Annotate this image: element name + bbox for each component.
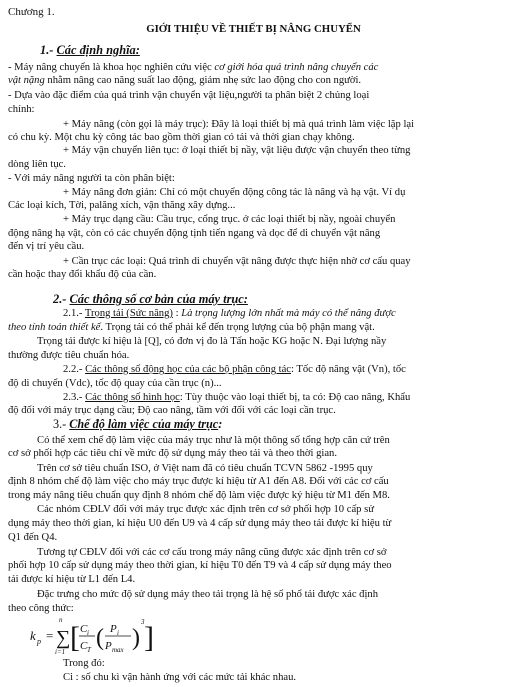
section-1-title: Các định nghĩa: xyxy=(56,43,140,57)
s2-line-2a: theo tính toán thiết kế xyxy=(8,322,101,333)
formula-p-num-sub: i xyxy=(117,629,119,637)
section-1-heading xyxy=(40,44,140,57)
section-3-colon: : xyxy=(218,417,223,431)
s3-line-2: cơ sở phối hợp các tiêu chí về mức độ sử dụng máy theo tải và theo thời gian. xyxy=(8,448,337,459)
s2-line-2b: . Trọng tải có thể phải kể đến trọng lượng của bộ phận mang vật. xyxy=(100,322,375,333)
section-1-number: 1.- xyxy=(40,43,57,57)
formula-sum-upper: n xyxy=(59,616,63,624)
formula-equals: = xyxy=(46,628,54,643)
formula-bracket-left: [ xyxy=(70,621,80,654)
s1-line-6: có chu kỳ. Một chu kỳ công tác bao gồm thời gian có tải và thời gian chạy không. xyxy=(8,132,355,143)
s1-line-7: + Máy vận chuyển liên tục: ở loại thiết bị nầy, vật liệu được vận chuyển theo từng xyxy=(63,145,411,156)
s3-line-12: Đặc trưng cho mức độ sử dụng máy theo tải trọng là hệ số phổ tải được xác định xyxy=(37,589,379,600)
s3-line-10: phối hợp 10 cấp sử dụng máy theo thời gian, kí hiệu T0 đến T9 và 4 cấp sử dụng máy theo xyxy=(8,560,392,571)
s1-line-1b: cơ giới hóa quá trình nâng chuyển các xyxy=(214,62,379,73)
s1-line-16: cần hoặc thay đổi khẩu độ của cần. xyxy=(8,269,157,280)
s3-line-7: dụng máy theo thời gian, kí hiệu U0 đến U9 và 4 cấp sử dụng máy theo tải được kí hiệu từ xyxy=(8,518,392,529)
s2-line-1 xyxy=(63,307,396,320)
section-2-heading xyxy=(53,293,248,306)
formula-bracket-right: ] xyxy=(144,621,154,654)
formula-exponent: 3 xyxy=(141,618,145,626)
formula-c-num: C xyxy=(80,623,88,635)
s3-line-9: Tương tự CĐLV đối với các cơ cấu trong máy nâng cũng được xác định trên cơ sở xyxy=(37,547,387,558)
s2-line-8: độ đối với máy trục dạng cầu; Độ cao nâng, tầm với đối với các loại cần trục. xyxy=(8,405,336,416)
s2-line-5b: Các thông số động học của các bộ phận công tác xyxy=(85,364,291,375)
section-3-number: 3.- xyxy=(53,417,70,431)
s2-line-3: Trọng tải được kí hiệu là [Q], có đơn vị đo là Tấn hoặc KG hoặc N. Đại lượng nầy xyxy=(37,336,387,347)
s1-line-2 xyxy=(8,74,361,87)
s3-line-5: trong máy nâng tiêu chuẩn quy định 8 nhóm chế độ làm việc được ký hiệu từ M1 đến M8. xyxy=(8,490,390,501)
formula-c-num-sub: i xyxy=(87,629,89,637)
formula-p-num: P xyxy=(110,623,117,635)
s1-line-1a: - Máy nâng chuyển là khoa học nghiên cứu việc xyxy=(8,62,215,73)
formula-p-den-sub: max xyxy=(112,646,124,654)
s3-line-11: tải được kí hiệu từ L1 đến L4. xyxy=(8,574,136,585)
s3-line-13: theo công thức: xyxy=(8,603,74,614)
s3-line-3: Trên cơ sở tiêu chuẩn ISO, ở Việt nam đã có tiêu chuẩn TCVN 5862 -1995 quy xyxy=(37,463,373,474)
s3-line-8: Q1 đến Q4. xyxy=(8,532,58,543)
formula-c-den: C xyxy=(80,640,88,652)
s2-line-1c: : xyxy=(172,308,182,319)
formula-lhs-sub: p xyxy=(37,637,41,646)
s1-line-9: - Với máy nâng người ta còn phân biệt: xyxy=(8,173,175,184)
load-spectrum-formula xyxy=(28,612,228,660)
s2-line-6: độ di chuyển (Vdc), tốc độ quay của cần trục (n)... xyxy=(8,378,222,389)
section-3-heading xyxy=(53,418,222,431)
s1-line-14: đến vị trí yêu cầu. xyxy=(8,241,85,252)
formula-sum-lower: i=1 xyxy=(55,648,66,656)
section-2-title: Các thông số cơ bản của máy trục: xyxy=(69,292,248,306)
s1-line-4: chính: xyxy=(8,104,35,115)
s3-line-4: định 8 nhóm chế độ làm việc cho máy trục được kí hiệu từ A1 đến A8. Đối với các cơ cấu xyxy=(8,476,389,487)
s1-line-13: động nâng hạ vật, còn có các chuyển động tịnh tiến ngang và dọc để di chuyển vật nâng xyxy=(8,228,381,239)
s2-line-1b: Trọng tải (Sức nâng) xyxy=(84,308,173,319)
section-3-title: Chế độ làm việc của máy trục xyxy=(69,417,219,431)
s2-line-7 xyxy=(63,391,410,404)
s2-line-1d: Là trọng lượng lớn nhất mà máy có thể nâng được xyxy=(181,308,396,319)
section-2-number: 2.- xyxy=(53,292,70,306)
s1-line-2b: nhằm nâng cao năng suất lao động, giảm nhẹ sức lao động cho con người. xyxy=(44,75,362,86)
s2-line-4: thường được tiêu chuẩn hóa. xyxy=(8,350,130,361)
s1-line-2a: vật nặng xyxy=(8,75,45,86)
s2-line-2 xyxy=(8,321,375,334)
s1-line-1 xyxy=(8,61,378,74)
s3-line-6: Các nhóm CĐLV đối với máy trục được xác định trên cơ sở phối hợp 10 cấp sử xyxy=(37,504,374,515)
page-title: GIỚI THIỆU VỀ THIẾT BỊ NÂNG CHUYỂN xyxy=(146,23,361,35)
s1-line-10: + Máy nâng đơn giản: Chỉ có một chuyển động công tác là nâng và hạ vật. Ví dụ xyxy=(63,187,406,198)
formula-c-den-sub: T xyxy=(87,646,91,654)
s1-line-11: Các loại kích, Tời, palăng xích, vận thăng xây dựng... xyxy=(8,200,236,211)
s3-line-15: Ci : số chu kì vận hành ứng với các mức tải khác nhau. xyxy=(63,672,297,683)
s2-line-5a: 2.2.- xyxy=(63,364,86,375)
formula-p-den: P xyxy=(105,640,112,652)
s2-line-5c: : Tốc độ nâng vật (Vn), tốc xyxy=(291,364,406,375)
s2-line-1a: 2.1.- xyxy=(63,308,85,319)
s3-line-1: Có thể xem chế độ làm việc của máy trục như là một thông số tổng hợp căn cứ trên xyxy=(37,435,390,446)
s2-line-7c: : Tùy thuộc vào loại thiết bị, ta có: Độ cao nâng, Khẩu xyxy=(179,392,411,403)
s3-line-14: Trong đó: xyxy=(63,658,105,669)
formula-sum-symbol: ∑ xyxy=(56,627,71,649)
s2-line-5 xyxy=(63,363,406,376)
s1-line-15: + Cần trục các loại: Quá trình di chuyển vật nâng được thực hiện nhờ cơ cấu quay xyxy=(63,256,411,267)
s1-line-5: + Máy nâng (còn gọi là máy trục): Đây là loại thiết bị mà quá trình làm việc lặp lại xyxy=(63,119,415,130)
s1-line-3: - Dựa vào đặc điểm của quá trình vận chuyển vật liệu,người ta phân biệt 2 chủng loại xyxy=(8,90,370,101)
chapter-label: Chương 1. xyxy=(8,6,55,18)
s2-line-7b: Các thông số hình học xyxy=(85,392,180,403)
formula-paren-right: ) xyxy=(132,625,140,651)
s1-line-12: + Máy trục dạng cầu: Cầu trục, cổng trục. ở các loại thiết bị nầy, ngoài chuyển xyxy=(63,214,396,225)
s1-line-8: dòng liên tục. xyxy=(8,159,66,170)
s2-line-7a: 2.3.- xyxy=(63,392,86,403)
formula-paren-left: ( xyxy=(96,625,104,651)
formula-lhs: k xyxy=(30,628,36,643)
